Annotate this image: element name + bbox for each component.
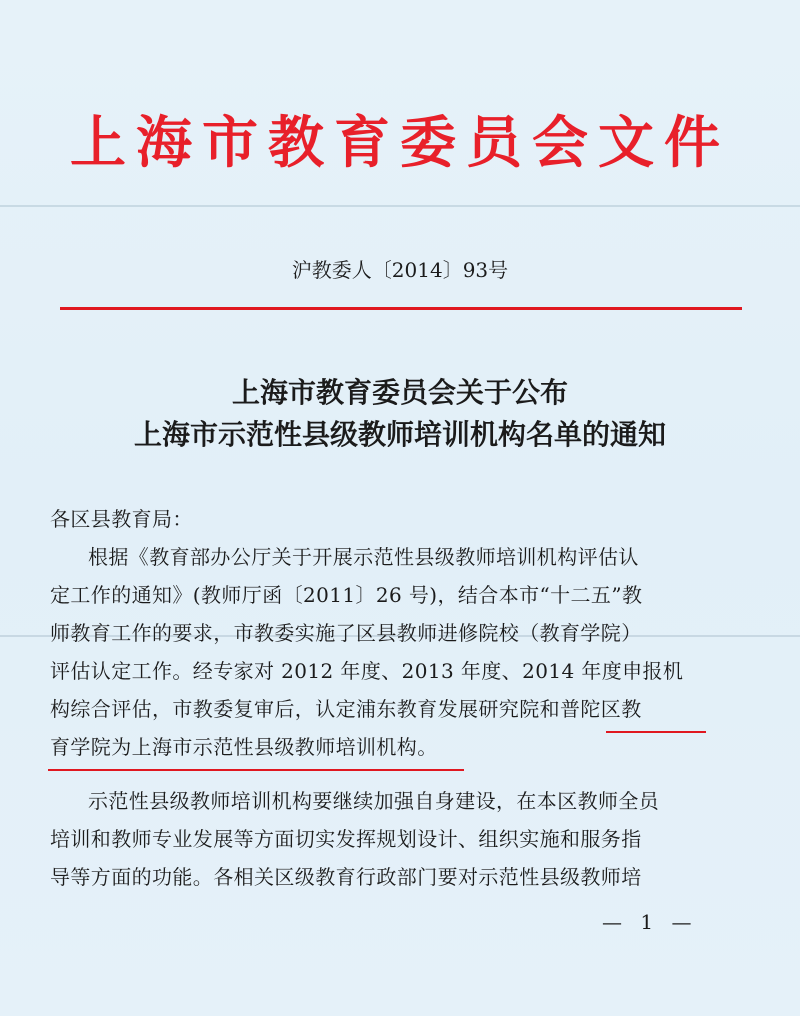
paragraph-line: 师教育工作的要求，市教委实施了区县教师进修院校（教育学院） (50, 621, 642, 645)
paragraph-line: 根据《教育部办公厅关于开展示范性县级教师培训机构评估认 (88, 545, 639, 569)
emphasis-underline (606, 731, 706, 733)
paragraph-line: 定工作的通知》(教师厅函〔2011〕26 号)，结合本市“十二五”教 (50, 583, 643, 607)
paragraph-line: 导等方面的功能。各相关区级教育行政部门要对示范性县级教师培 (50, 865, 642, 889)
header-red-rule (60, 307, 742, 310)
notice-title-line-1: 上海市教育委员会关于公布 (231, 376, 568, 409)
document-header-title: 上海市教育委员会文件 (70, 110, 730, 176)
paragraph-line: 评估认定工作。经专家对 2012 年度、2013 年度、2014 年度申报机 (50, 659, 684, 683)
page-number: — 1 — (602, 910, 698, 934)
emphasis-underline (48, 769, 464, 771)
salutation: 各区县教育局： (50, 507, 193, 531)
paragraph-line: 培训和教师专业发展等方面切实发挥规划设计、组织实施和服务指 (50, 827, 642, 851)
paragraph-line: 构综合评估，市教委复审后，认定浦东教育发展研究院和普陀区教 (50, 697, 642, 721)
paragraph-line: 育学院为上海市示范性县级教师培训机构。 (50, 735, 438, 759)
notice-title-line-2: 上海市示范性县级教师培训机构名单的通知 (133, 418, 666, 451)
document-number: 沪教委人〔2014〕93号 (291, 258, 509, 282)
paper-fold-line (0, 205, 800, 207)
paragraph-line: 示范性县级教师培训机构要继续加强自身建设，在本区教师全员 (88, 789, 660, 813)
